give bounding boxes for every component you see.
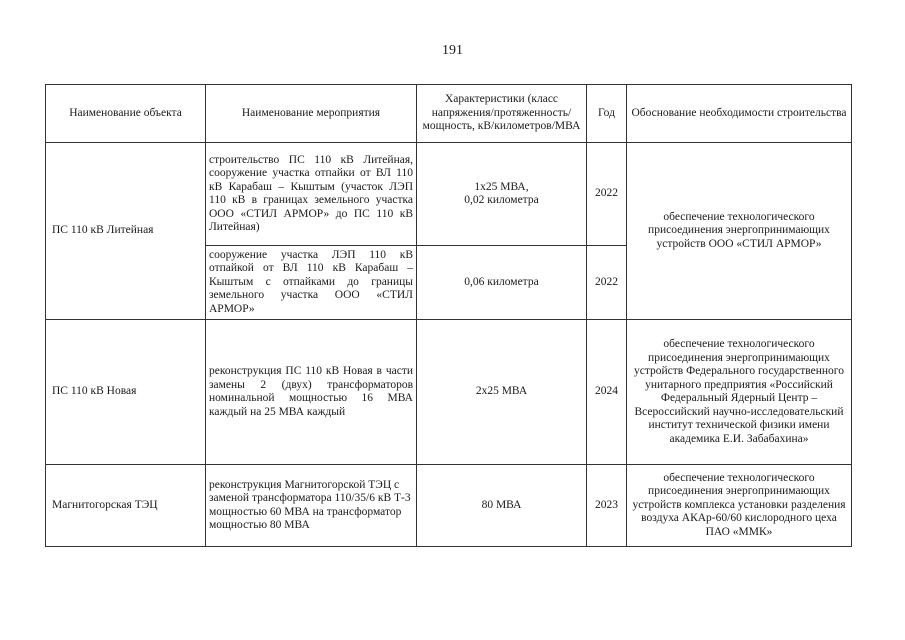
investment-table bbox=[45, 84, 852, 547]
table-row bbox=[46, 143, 852, 246]
specs-cell bbox=[417, 143, 587, 246]
justification-cell: обеспечение технологического присоединения энергопринимающих устройств Федерального государственного унитарного предприятия «Российский Федеральный Ядерный Центр – Всероссийский научно-исследовательский институт технической физики имени академика Е.И. Забабахина» bbox=[627, 320, 852, 465]
header-measure: Наименование мероприятия bbox=[206, 85, 417, 143]
page-number: 191 bbox=[442, 43, 463, 58]
header-year: Год bbox=[587, 85, 627, 143]
specs-line: 0,02 километра bbox=[464, 194, 539, 206]
measure-text: реконструкция Магнитогорской ТЭЦ с заменой трансформатора 110/35/6 кВ Т-3 мощностью 60 МВА на трансформатор мощностью 80 МВА bbox=[206, 465, 417, 547]
object-name: ПС 110 кВ Новая bbox=[46, 320, 206, 465]
justification-cell: обеспечение технологического присоединения энергопринимающих устройств ООО «СТИЛ АРМОР» bbox=[627, 143, 852, 320]
table-row bbox=[46, 320, 852, 465]
object-name: ПС 110 кВ Литейная bbox=[46, 143, 206, 320]
measure-text: реконструкция ПС 110 кВ Новая в части замены 2 (двух) трансформаторов номинальной мощностью 16 МВА каждый на 25 МВА каждый bbox=[206, 320, 417, 465]
header-object: Наименование объекта bbox=[46, 85, 206, 143]
year-cell: 2023 bbox=[587, 465, 627, 547]
specs-line: 1х25 МВА, bbox=[474, 180, 529, 193]
year-cell: 2022 bbox=[587, 143, 627, 246]
justification-cell: обеспечение технологического присоединения энергопринимающих устройств комплекса установки разделения воздуха АКАр-60/60 кислородного цеха ПАО «ММК» bbox=[627, 465, 852, 547]
measure-text: сооружение участка ЛЭП 110 кВ отпайкой от ВЛ 110 кВ Карабаш – Кыштым с отпайками до границы земельного участка ООО «СТИЛ АРМОР» bbox=[206, 246, 417, 320]
table-header-row bbox=[46, 85, 852, 143]
header-justification: Обоснование необходимости строительства bbox=[627, 85, 852, 143]
header-specs: Характеристики (класс напряжения/протяженность/ мощность, кВ/километров/МВА bbox=[417, 85, 587, 143]
year-cell: 2022 bbox=[587, 246, 627, 320]
specs-cell: 2х25 МВА bbox=[417, 320, 587, 465]
specs-cell: 0,06 километра bbox=[417, 246, 587, 320]
table-row bbox=[46, 465, 852, 547]
object-name: Магнитогорская ТЭЦ bbox=[46, 465, 206, 547]
specs-cell: 80 МВА bbox=[417, 465, 587, 547]
measure-text: строительство ПС 110 кВ Литейная, сооружение участка отпайки от ВЛ 110 кВ Карабаш – Кыштым (участок ЛЭП 110 кВ в границах земельного участка ООО «СТИЛ АРМОР» до ПС 110 кВ Литейная) bbox=[206, 143, 417, 246]
year-cell: 2024 bbox=[587, 320, 627, 465]
